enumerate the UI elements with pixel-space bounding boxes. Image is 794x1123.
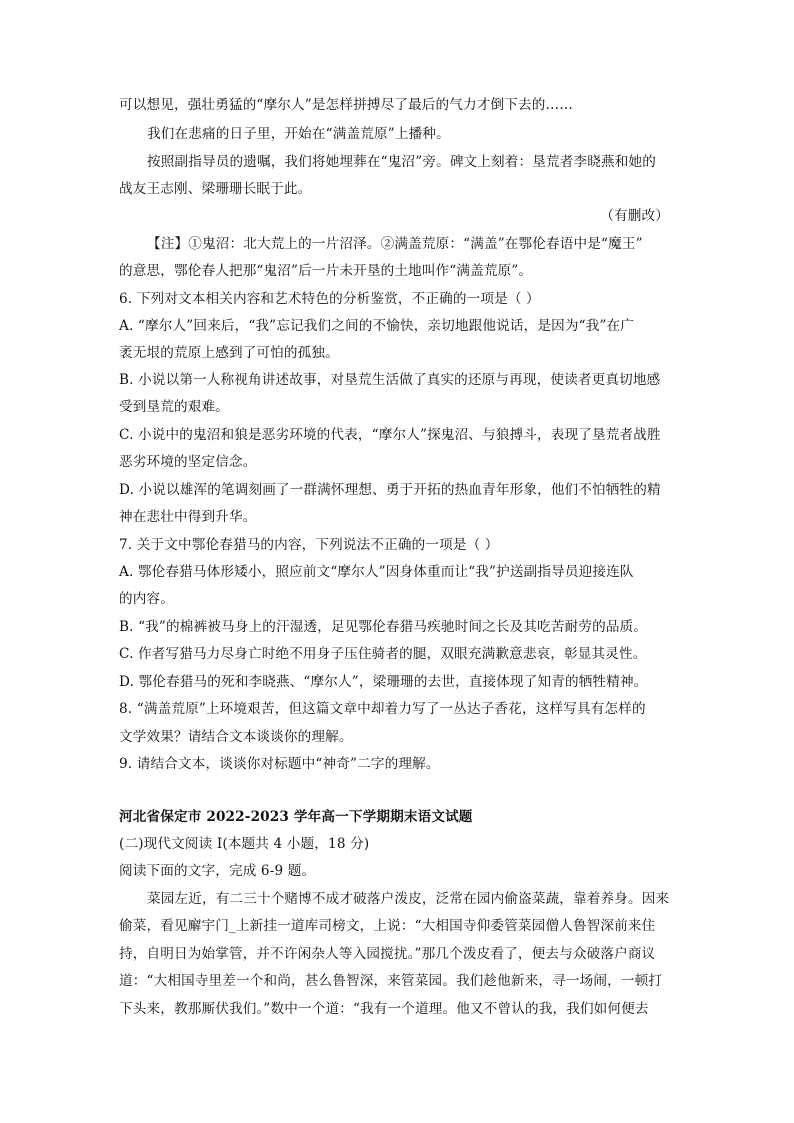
question-8: 8. “满盖荒原”上环境艰苦，但这篇文章中却着力写了一丛达子香花，这样写具有怎样的 (119, 701, 646, 717)
footnote-line: 【注】①鬼沼：北大荒上的一片沼泽。②满盖荒原：“满盖”在鄂伦春语中是“魔王” (147, 236, 643, 252)
passage-line: 持，自明日为始掌管，并不许闲杂人等入园搅扰。”那几个泼皮看了，便去与众破落户商议 (119, 946, 656, 962)
option-line: D. 小说以雄浑的笔调刻画了一群满怀理想、勇于开拓的热血青年形象，他们不怕牺牲的精 (119, 482, 661, 498)
option-line: 恶劣环境的坚定信念。 (119, 454, 257, 470)
question-6: 6. 下列对文本相关内容和艺术特色的分析鉴赏，不正确的一项是（ ） (119, 291, 540, 307)
exam-heading: 河北省保定市 2022-2023 学年高一下学期期末语文试题 (119, 809, 473, 825)
paragraph-line: 战友王志刚、梁珊珊长眠于此。 (119, 181, 312, 197)
passage-line: 下头来，教那厮伏我们。”数中一个道：“我有一个道理。他又不曾认的我，我们如何便去 (119, 1001, 649, 1017)
option-line: C. 小说中的鬼沼和狼是恶劣环境的代表，“摩尔人”探鬼沼、与狼搏斗，表现了垦荒者战胜 (119, 427, 661, 443)
paragraph-line: 我们在悲痛的日子里，开始在“满盖荒原”上播种。 (147, 126, 450, 142)
question-7: 7. 关于文中鄂伦春猎马的内容，下列说法不正确的一项是（ ） (119, 537, 499, 553)
option-line: A. “摩尔人”回来后，“我”忘记我们之间的不愉快，亲切地跟他说话，是因为“我”在广 (119, 318, 635, 334)
option-line: A. 鄂伦春猎马体形矮小，照应前文“摩尔人”因身体重而让“我”护送副指导员迎接连队 (119, 564, 634, 580)
passage-line: 道：“大相国寺里差一个和尚，甚么鲁智深，来管菜园。我们趁他新来，寻一场闹，一顿打 (119, 973, 663, 989)
passage-line: 偷菜，看见廨宇门_上新挂一道库司榜文，上说：“大相国寺仰委管菜园僧人鲁智深前来住 (119, 918, 656, 934)
paragraph-line: 按照副指导员的遗嘱，我们将她埋葬在“鬼沼”旁。碑文上刻着：垦荒者李晓燕和她的 (147, 154, 656, 170)
question-9: 9. 请结合文本，谈谈你对标题中“神奇”二字的理解。 (119, 756, 440, 772)
option-line: B. “我”的棉裤被马身上的汗湿透，足见鄂伦春猎马疾驰时间之长及其吃苦耐劳的品质。 (119, 619, 648, 635)
option-line: 的内容。 (119, 591, 174, 607)
option-line: 袤无垠的荒原上感到了可怕的孤独。 (119, 345, 339, 361)
question-8-cont: 文学效果？请结合文本谈谈你的理解。 (119, 729, 353, 745)
option-line: 受到垦荒的艰难。 (119, 399, 229, 415)
option-line: D. 鄂伦春猎马的死和李晓燕、“摩尔人”，梁珊珊的去世，直接体现了知青的牺牲精神。 (119, 674, 648, 690)
footnote-line: 的意思，鄂伦春人把那“鬼沼”后一片未开垦的土地叫作“满盖荒原”。 (119, 263, 533, 279)
section-title: (二)现代文阅读 I(本题共 4 小题，18 分) (119, 836, 370, 852)
option-line: B. 小说以第一人称视角讲述故事，对垦荒生活做了真实的还原与再现，使读者更真切地感 (119, 372, 661, 388)
source-note: （有删改） (600, 208, 669, 224)
paragraph-line: 可以想见，强壮勇猛的“摩尔人”是怎样拼搏尽了最后的气力才倒下去的…… (119, 97, 573, 113)
option-line: C. 作者写猎马力尽身亡时绝不用身子压住骑者的腿，双眼充满歉意悲哀，彰显其灵性。 (119, 646, 647, 662)
option-line: 神在悲壮中得到升华。 (119, 509, 257, 525)
instruction: 阅读下面的文字，完成 6-9 题。 (119, 863, 316, 879)
passage-line: 菜园左近，有二三十个赌博不成才破落户泼皮，泛常在园内偷盗菜蔬，靠着养身。因来 (147, 891, 670, 907)
